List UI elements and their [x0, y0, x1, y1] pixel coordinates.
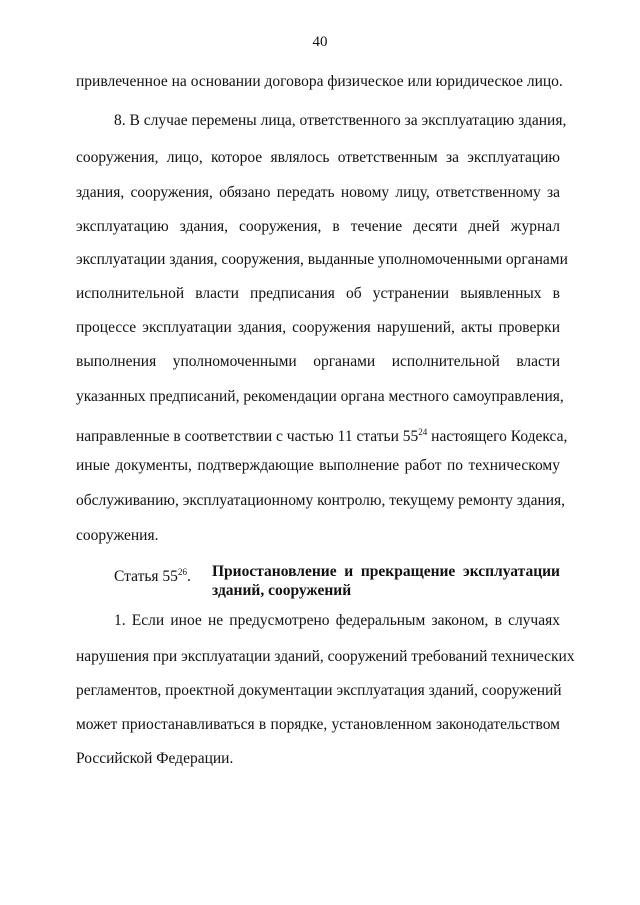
superscript-article-number: 24 [418, 427, 428, 437]
paragraph-8-line-4: эксплуатацию здания, сооружения, в течение десяти дней журнал [76, 218, 560, 235]
article-title-line-1: Приостановление и прекращение эксплуатации [212, 563, 560, 580]
paragraph-line: привлеченное на основании договора физическое или юридическое лицо. [76, 73, 563, 90]
article-label [114, 561, 191, 588]
paragraph-1-line-5: Российской Федерации. [76, 750, 234, 767]
page-number: 40 [312, 34, 328, 50]
paragraph-8-line-5: эксплуатации здания, сооружения, выданные уполномоченными органами [76, 251, 568, 268]
paragraph-8-line-1: 8. В случае перемены лица, ответственного за эксплуатацию здания, [114, 112, 567, 129]
paragraph-1-line-1: 1. Если иное не предусмотрено федеральным законом, в случаях [114, 612, 560, 629]
paragraph-1-line-4: может приостанавливаться в порядке, установленном законодательством [76, 716, 560, 733]
paragraph-8-line-10 [76, 421, 568, 445]
paragraph-8-line-8: выполнения уполномоченными органами исполнительной власти [76, 353, 560, 370]
article-label-superscript: 26 [177, 567, 187, 577]
paragraph-8-line-13: сооружения. [76, 527, 159, 544]
paragraph-8-line-7: процессе эксплуатации здания, сооружения нарушений, акты проверки [76, 319, 560, 336]
line-text: настоящего Кодекса, [427, 428, 568, 445]
paragraph-1-line-3: регламентов, проектной документации эксплуатация зданий, сооружений [76, 682, 562, 699]
paragraph-8-line-12: обслуживанию, эксплуатационному контролю, текущему ремонту здания, [76, 492, 566, 509]
paragraph-8-line-6: исполнительной власти предписания об устранении выявленных в [76, 285, 560, 302]
paragraph-8-line-2: сооружения, лицо, которое являлось ответственным за эксплуатацию [76, 149, 560, 166]
line-text: направленные в соответствии с частью 11 статьи 55 [76, 428, 419, 445]
paragraph-8-line-3: здания, сооружения, обязано передать новому лицу, ответственному за [76, 184, 560, 201]
article-label-text: Статья 55 [114, 568, 178, 585]
article-title-line-2: зданий, сооружений [212, 582, 352, 599]
paragraph-1-line-2: нарушения при эксплуатации зданий, сооружений требований технических [76, 648, 575, 665]
article-label-dot: . [186, 568, 191, 585]
paragraph-8-line-9: указанных предписаний, рекомендации органа местного самоуправления, [76, 388, 564, 405]
paragraph-8-line-11: иные документы, подтверждающие выполнение работ по техническому [76, 457, 560, 474]
